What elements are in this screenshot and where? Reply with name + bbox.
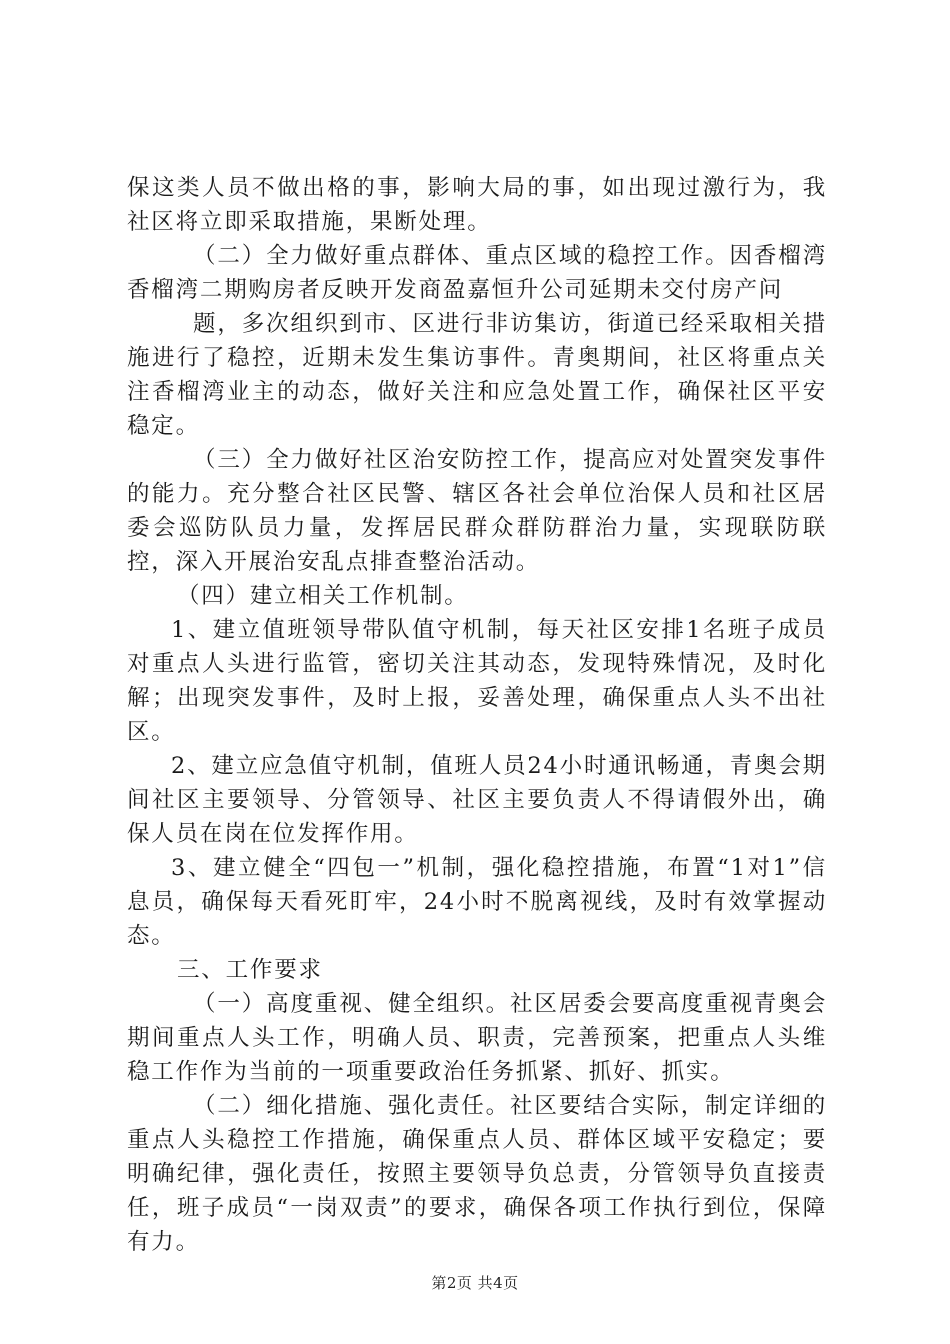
paragraph-mechanism-2: 2、建立应急值守机制，值班人员24小时通讯畅通，青奥会期间社区主要领导、分管领导、社区主要负责人不得请假外出，确保人员在岗在位发挥作用。 [127,753,827,847]
paragraph-mechanism-1: 1、建立值班领导带队值守机制，每天社区安排1名班子成员对重点人头进行监管，密切关注其动态，发现特殊情况，及时化解；出现突发事件，及时上报，妥善处理，确保重点人头不出社区。 [127,617,827,745]
paragraph-section-4-heading: （四）建立相关工作机制。 [177,583,469,609]
page-footer: 第2页 共4页 [431,1274,519,1292]
paragraph-section-3: （三）全力做好社区治安防控工作，提高应对处置突发事件的能力。充分整合社区民警、辖区各社会单位治保人员和社区居委会巡防队员力量，发挥居民群众群防群治力量，实现联防联控，深入开展治安乱点排查整治活动。 [127,447,827,575]
paragraph-requirement-1: （一）高度重视、健全组织。社区居委会要高度重视青奥会期间重点人头工作，明确人员、职责，完善预案，把重点人头维稳工作作为当前的一项重要政治任务抓紧、抓好、抓实。 [127,991,827,1085]
paragraph-requirement-2: （二）细化措施、强化责任。社区要结合实际，制定详细的重点人头稳控工作措施，确保重点人员、群体区域平安稳定；要明确纪律，强化责任，按照主要领导负总责，分管领导负直接责任，班子成员“一岗双责”的要求，确保各项工作执行到位，保障有力。 [127,1093,827,1255]
paragraph-mechanism-3: 3、建立健全“四包一”机制，强化稳控措施，布置“1对1”信息员，确保每天看死盯牢，24小时不脱离视线，及时有效掌握动态。 [127,855,827,949]
section-heading-requirements: 三、工作要求 [177,957,323,983]
document-body [127,171,827,1259]
paragraph-section-2-cont: 题，多次组织到市、区进行非访集访，街道已经采取相关措施进行了稳控，近期未发生集访事件。青奥期间，社区将重点关注香榴湾业主的动态，做好关注和应急处置工作，确保社区平安稳定。 [127,311,827,439]
paragraph-continuation: 保这类人员不做出格的事，影响大局的事，如出现过激行为，我社区将立即采取措施，果断处理。 [127,175,827,235]
paragraph-section-2: （二）全力做好重点群体、重点区域的稳控工作。因香榴湾香榴湾二期购房者反映开发商盈嘉恒升公司延期未交付房产问 [127,243,827,303]
